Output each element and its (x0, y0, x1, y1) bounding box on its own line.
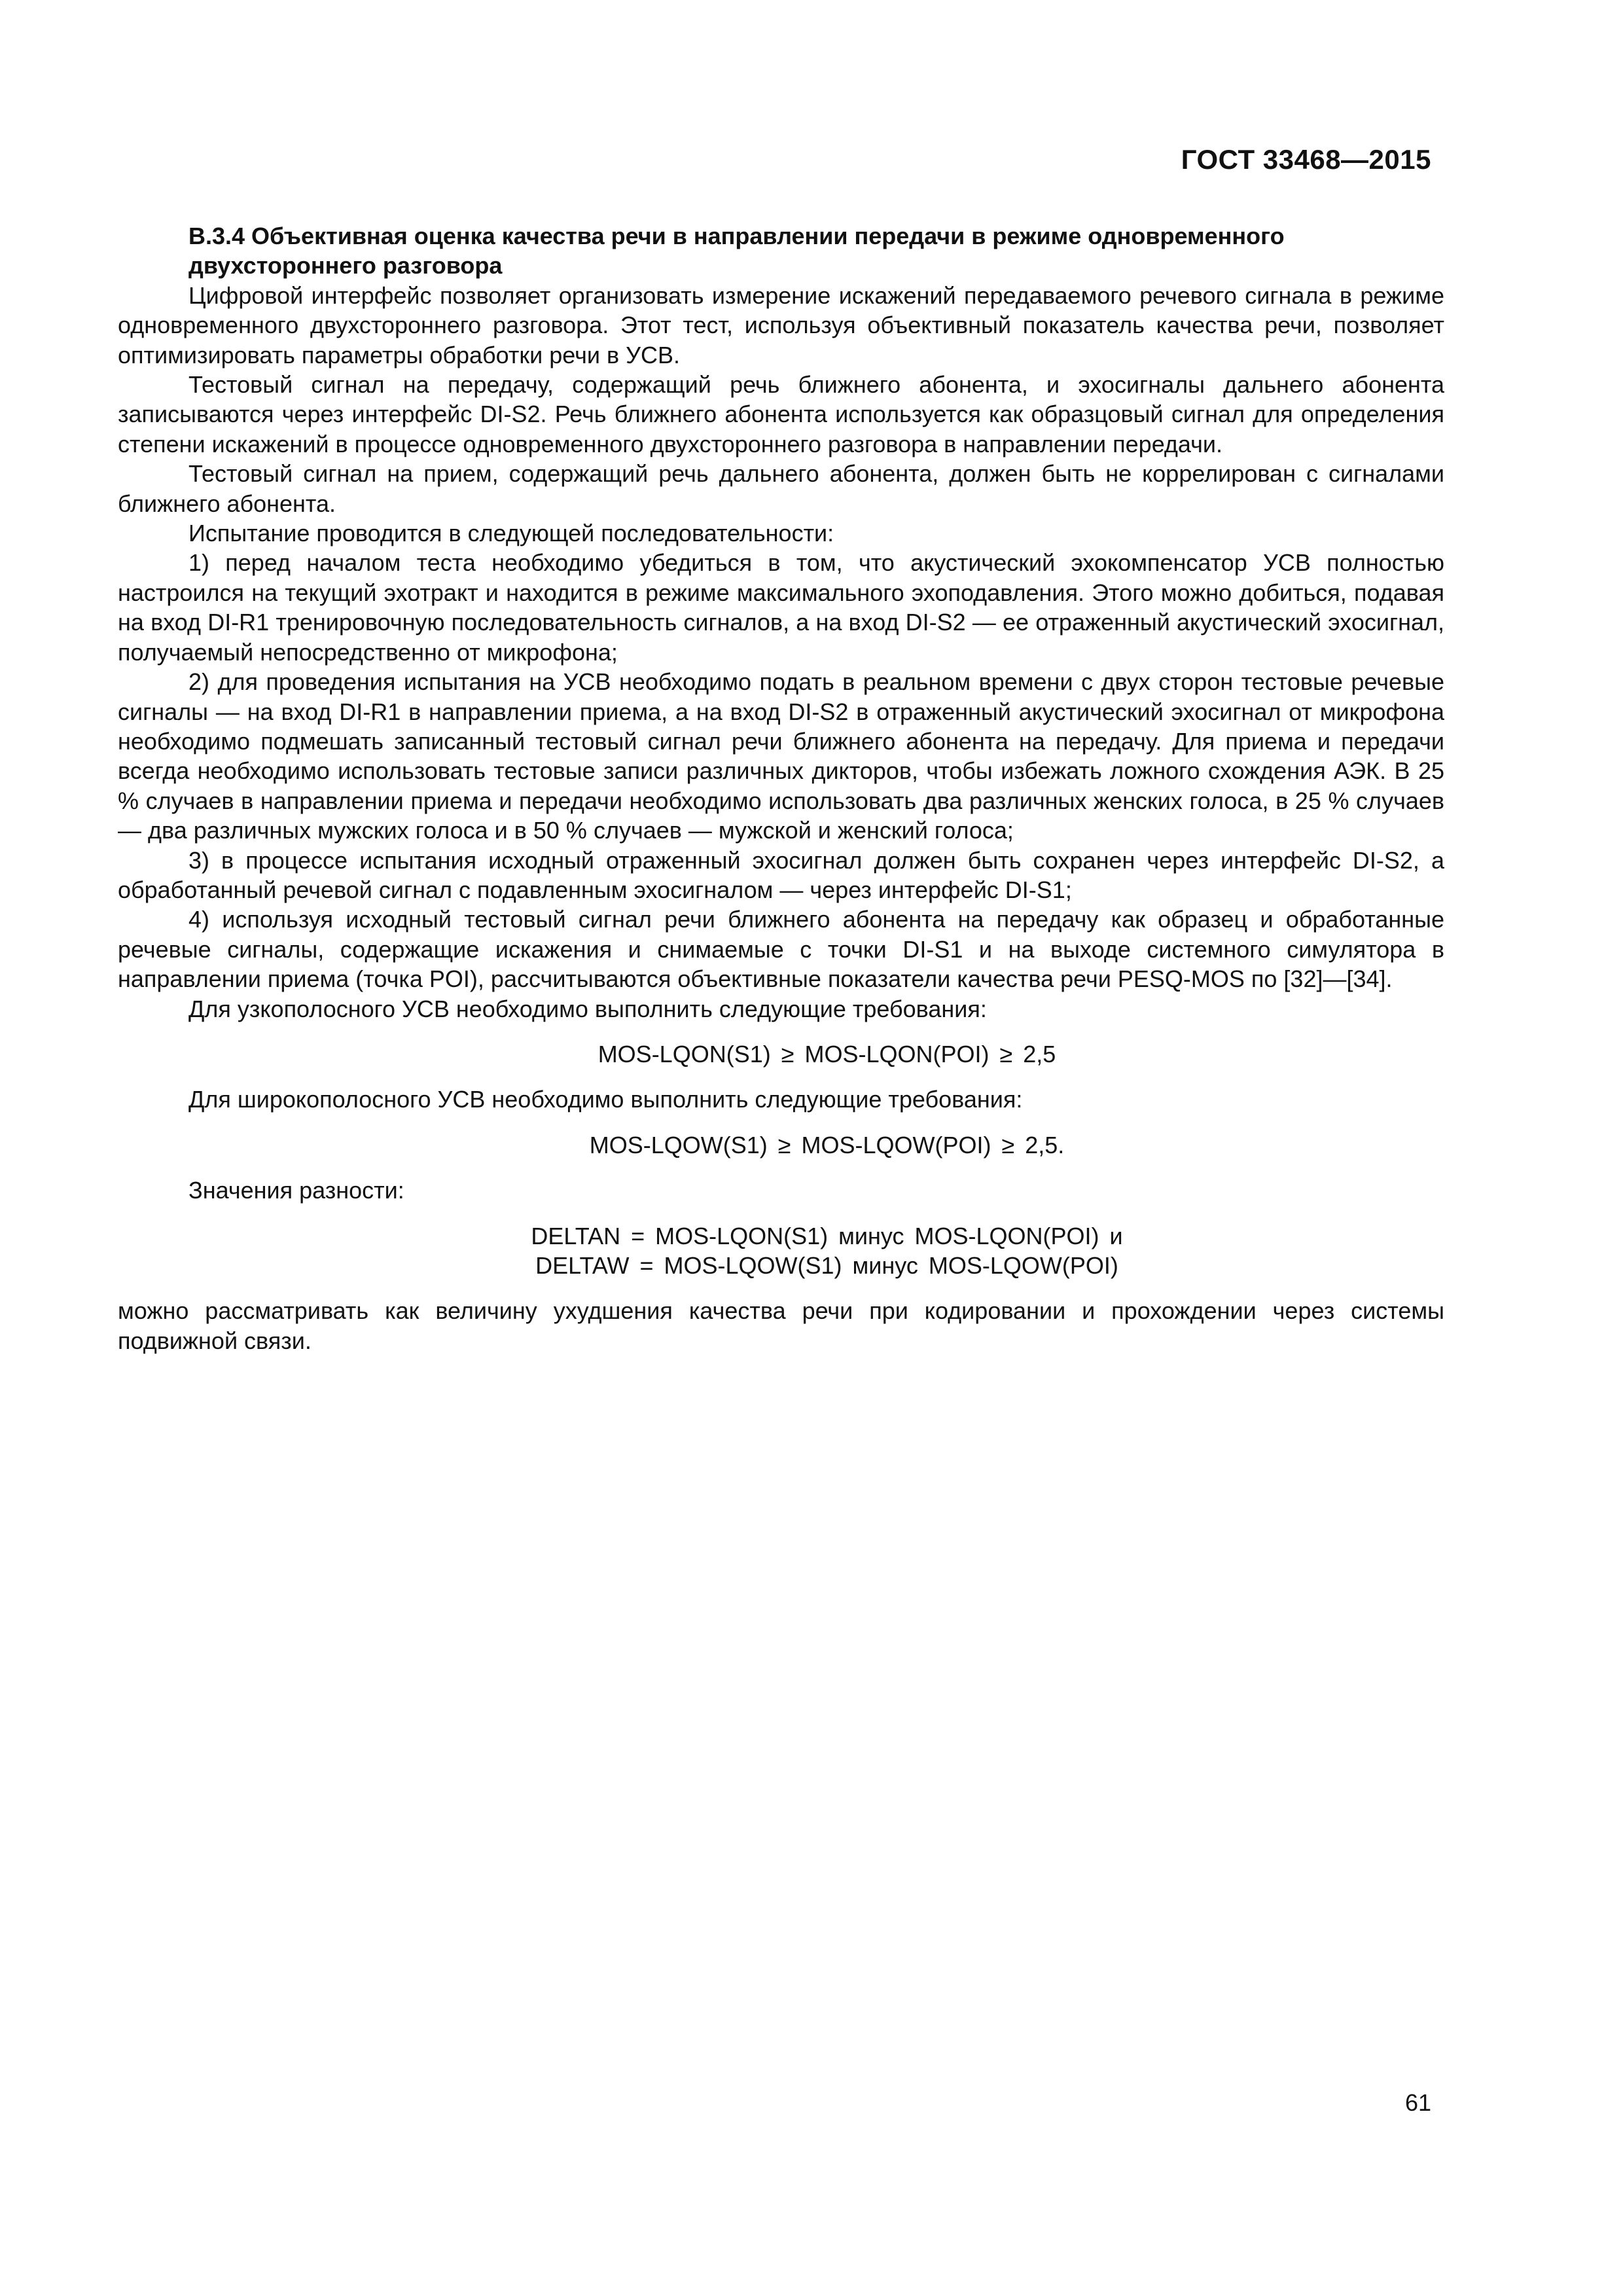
page-number: 61 (1404, 2089, 1431, 2116)
paragraph-wideband-requirements: Для широкополосного УСВ необходимо выполнить следующие требования: (188, 1086, 1023, 1113)
document-code-header: ГОСТ 33468—2015 (1181, 144, 1431, 175)
paragraph-narrowband-requirements: Для узкополосного УСВ необходимо выполнить следующие требования: (188, 995, 987, 1022)
formula-wideband: MOS-LQOW(S1) ≥ MOS-LQOW(POI) ≥ 2,5. (589, 1131, 1065, 1158)
formula-block-narrowband (118, 1039, 1444, 1069)
list-item-step-2: 2) для проведения испытания на УСВ необходимо подать в реальном времени с двух сторон тестовые речевые сигналы — на вход DI-R1 в направлении приема, а на вход DI-S2 в отраженный акустический эхосигнал от микрофона необходимо подмешать записанный тестовый сигнал речи ближнего абонента на передачу. Для приема и передачи всегда необходимо использовать тестовые записи различных дикторов, чтобы избежать ложного схождения АЭК. В 25 % случаев в направлении приема и передачи необходимо использовать два различных женских голоса, в 25 % случаев — два различных мужских голоса и в 50 % случаев — мужской и женский голоса; (118, 668, 1444, 844)
paragraph-difference-values: Значения разности: (188, 1177, 404, 1204)
paragraph-closing: можно рассматривать как величину ухудшения качества речи при кодировании и прохождении через системы подвижной связи. (118, 1297, 1444, 1354)
formula-delta-narrowband: DELTAN = MOS-LQON(S1) минус MOS-LQON(POI) и (531, 1222, 1123, 1249)
section-heading: В.3.4 Объективная оценка качества речи в направлении передачи в режиме одновременного двухстороннего разговора (188, 223, 1285, 279)
paragraph-digital-interface: Цифровой интерфейс позволяет организовать измерение искажений передаваемого речевого сигнала в режиме одновременного двухстороннего разговора. Этот тест, используя объективный показатель качества речи, позволяет оптимизировать параметры обработки речи в УСВ. (118, 281, 1444, 368)
list-item-step-1: 1) перед началом теста необходимо убедиться в том, что акустический эхокомпенсатор УСВ полностью настроился на текущий эхотракт и находится в режиме максимального эхоподавления. Этого можно добиться, подавая на вход DI-R1 тренировочную последовательность сигналов, а на вход DI-S2 — ее отраженный акустический эхосигнал, получаемый непосредственно от микрофона; (118, 549, 1444, 666)
formula-block-wideband (118, 1130, 1444, 1160)
formula-block-delta (118, 1221, 1444, 1281)
list-item-step-4: 4) используя исходный тестовый сигнал речи ближнего абонента на передачу как образец и обработанные речевые сигналы, содержащие искажения и снимаемые с точки DI-S1 и на выходе системного симулятора в направлении приема (точка POI), рассчитываются объективные показатели качества речи PESQ-MOS по [32]—[34]. (118, 906, 1444, 993)
formula-delta-wideband: DELTAW = MOS-LQOW(S1) минус MOS-LQOW(POI) (535, 1252, 1118, 1279)
paragraph-sequence-intro: Испытание проводится в следующей последовательности: (188, 520, 834, 547)
main-content (118, 221, 1444, 1355)
paragraph-test-signal-receive: Тестовый сигнал на прием, содержащий речь дальнего абонента, должен быть не коррелирован с сигналами ближнего абонента. (118, 460, 1444, 517)
paragraph-test-signal-transmit: Тестовый сигнал на передачу, содержащий речь ближнего абонента, и эхосигналы дальнего абонента записываются через интерфейс DI-S2. Речь ближнего абонента используется как образцовый сигнал для определения степени искажений в процессе одновременного двухстороннего разговора в направлении передачи. (118, 371, 1444, 457)
list-item-step-3: 3) в процессе испытания исходный отраженный эхосигнал должен быть сохранен через интерфейс DI-S2, а обработанный речевой сигнал с подавленным эхосигналом — через интерфейс DI-S1; (118, 846, 1444, 903)
formula-narrowband: MOS-LQON(S1) ≥ MOS-LQON(POI) ≥ 2,5 (597, 1040, 1056, 1067)
